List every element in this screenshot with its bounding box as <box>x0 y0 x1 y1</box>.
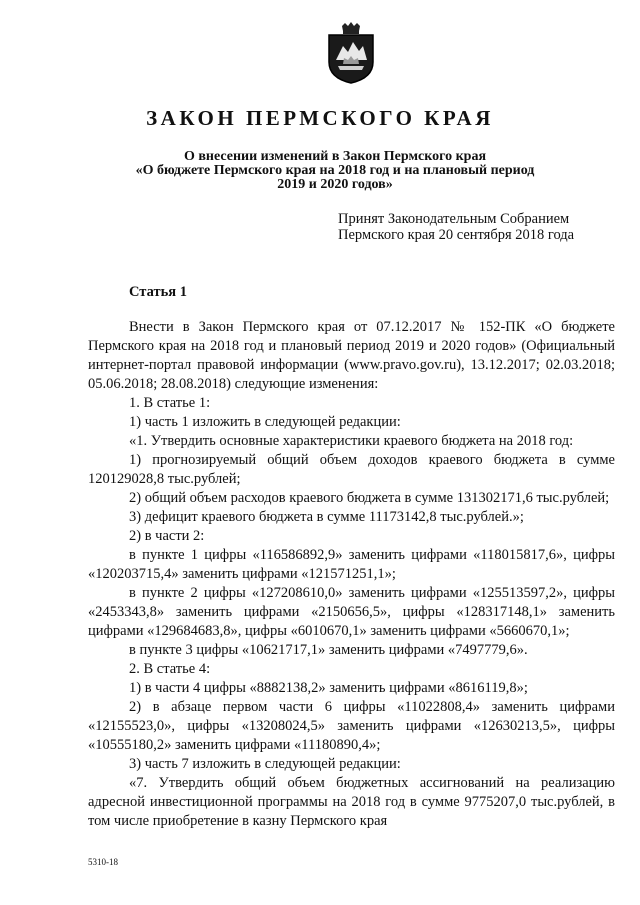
paragraph: «1. Утвердить основные характеристики краевого бюджета на 2018 год: <box>129 433 574 449</box>
document-code: 5310-18 <box>88 857 118 867</box>
paragraph: 1) часть 1 изложить в следующей редакции: <box>129 414 401 430</box>
paragraph: 1) в части 4 цифры «8882138,2» заменить цифрами «8616119,8»; <box>129 680 528 696</box>
adoption-note <box>338 211 618 243</box>
paragraph: 1. В статье 1: <box>129 395 211 411</box>
subtitle-line: О внесении изменений в Закон Пермского края <box>183 149 487 164</box>
paragraph: 3) часть 7 изложить в следующей редакции: <box>129 756 401 772</box>
paragraph: 2) общий объем расходов краевого бюджета в сумме 131302171,6 тыс.рублей; <box>129 490 610 506</box>
article-heading: Статья 1 <box>129 284 187 300</box>
coat-of-arms-emblem <box>326 20 376 84</box>
subtitle-line: «О бюджете Пермского края на 2018 год и на плановый период <box>135 163 535 178</box>
paragraph: в пункте 1 цифры «116586892,9» заменить цифрами «118015817,6», цифры «120203715,4» заменить цифрами «121571251,1»; <box>88 547 615 582</box>
law-title: ЗАКОН ПЕРМСКОГО КРАЯ <box>146 106 494 130</box>
adoption-line: Принят Законодательным Собранием <box>338 211 570 227</box>
paragraph: в пункте 2 цифры «127208610,0» заменить цифрами «125513597,2», цифры «2453343,8» заменить цифрами «2150656,5», цифры «128317148,1» заменить цифрами «129684683,8», цифры «6010670,1» заменить цифрами «5660670,1»; <box>88 585 615 639</box>
paragraph: 2) в части 2: <box>129 528 205 544</box>
paragraph: 2) в абзаце первом части 6 цифры «11022808,4» заменить цифрами «12155523,0», цифры «13208024,5» заменить цифрами «12630213,5», цифры «10555180,2» заменить цифрами «11180890,4»; <box>88 699 615 753</box>
paragraph: 2. В статье 4: <box>129 661 211 677</box>
subtitle-line: 2019 и 2020 годов» <box>277 177 393 192</box>
paragraph: в пункте 3 цифры «10621717,1» заменить цифрами «7497779,6». <box>129 642 528 658</box>
paragraph: 3) дефицит краевого бюджета в сумме 11173142,8 тыс.рублей.»; <box>129 509 524 525</box>
article-body <box>88 318 615 831</box>
law-subtitle <box>95 150 575 192</box>
paragraph: 1) прогнозируемый общий объем доходов краевого бюджета в сумме 120129028,8 тыс.рублей; <box>88 452 615 487</box>
paragraph: Внести в Закон Пермского края от 07.12.2017 № 152-ПК «О бюджете Пермского края на 2018 год и плановый период 2019 и 2020 годов» (Официальный интернет-портал правовой информации (www.pravo.gov.ru), 13.12.2017; 02.03.2018; 05.06.2018; 28.08.2018) следующие изменения: <box>88 319 615 392</box>
paragraph: «7. Утвердить общий объем бюджетных ассигнований на реализацию адресной инвестиционной программы на 2018 год в сумме 9775207,0 тыс.рублей, в том числе приобретение в казну Пермского края <box>88 775 615 829</box>
adoption-line: Пермского края 20 сентября 2018 года <box>338 227 575 243</box>
